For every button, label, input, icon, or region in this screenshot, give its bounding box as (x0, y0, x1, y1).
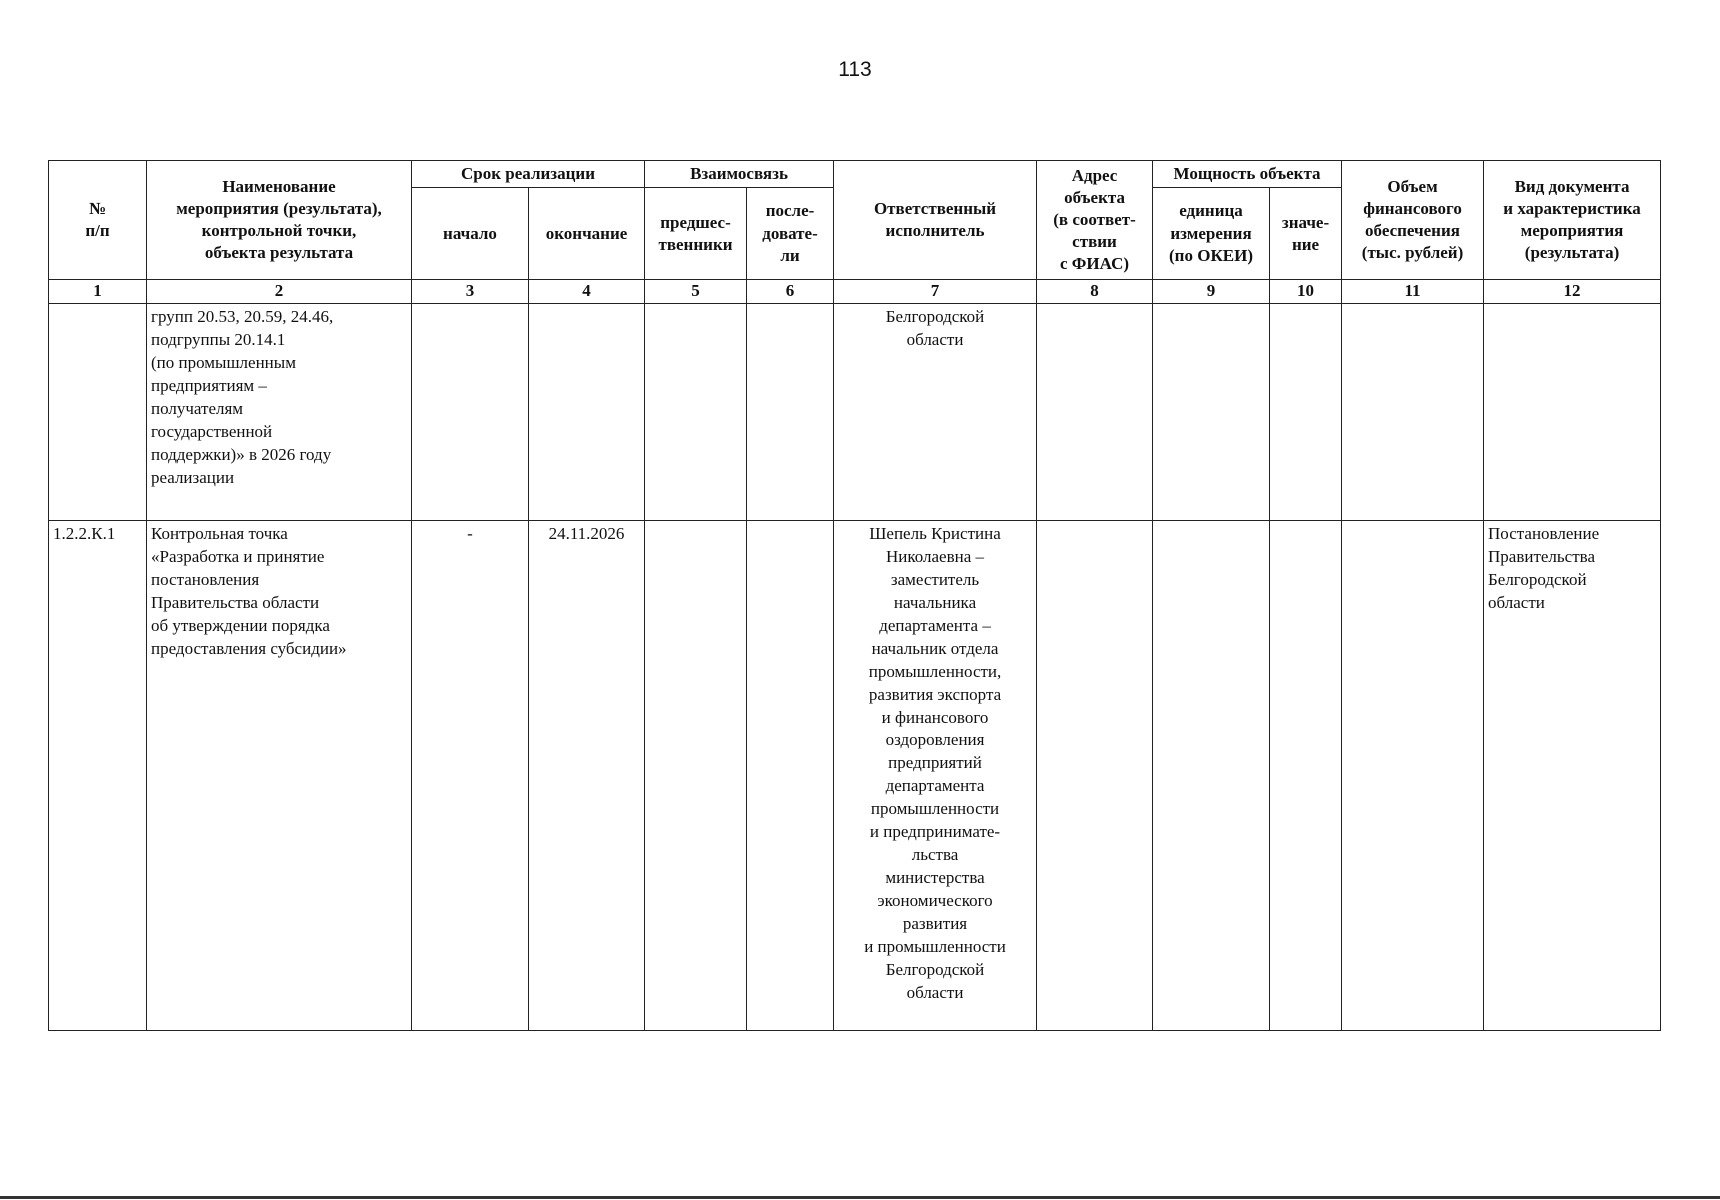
cell-responsible: Белгородской области (834, 304, 1037, 521)
column-number: 3 (412, 280, 529, 304)
column-number: 5 (645, 280, 747, 304)
header-group-term: Срок реализации (412, 161, 645, 188)
header-address: Адрес объекта (в соответ- ствии с ФИАС) (1037, 161, 1153, 280)
header-predecessors: предшес- твенники (645, 188, 747, 280)
column-number: 2 (147, 280, 412, 304)
cell-start: - (412, 521, 529, 1031)
cell-unit (1153, 304, 1270, 521)
column-number: 8 (1037, 280, 1153, 304)
header-group-capacity: Мощность объекта (1153, 161, 1342, 188)
cell-document (1484, 304, 1661, 521)
column-number: 4 (529, 280, 645, 304)
cell-successors (747, 521, 834, 1031)
column-number: 11 (1342, 280, 1484, 304)
cell-funding (1342, 304, 1484, 521)
table-row (49, 304, 1661, 521)
header-value: значе- ние (1270, 188, 1342, 280)
header-funding: Объем финансового обеспечения (тыс. рублей) (1342, 161, 1484, 280)
column-number: 7 (834, 280, 1037, 304)
header-document: Вид документа и характеристика мероприятия (результата) (1484, 161, 1661, 280)
table-header (49, 161, 1661, 280)
cell-end: 24.11.2026 (529, 521, 645, 1031)
header-name: Наименование мероприятия (результата), контрольной точки, объекта результата (147, 161, 412, 280)
cell-address (1037, 304, 1153, 521)
scan-edge-line (0, 1196, 1720, 1199)
cell-address (1037, 521, 1153, 1031)
cell-end (529, 304, 645, 521)
header-end: окончание (529, 188, 645, 280)
cell-successors (747, 304, 834, 521)
cell-start (412, 304, 529, 521)
column-number: 6 (747, 280, 834, 304)
cell-responsible: Шепель Кристина Николаевна – заместитель начальника департамента – начальник отдела промышленности, развития экспорта и финансового оздоровления предприятий департамента промышленности и предпринимате- льства министерства экономического развития и промышленности Белгородской области (834, 521, 1037, 1031)
cell-document: Постановление Правительства Белгородской области (1484, 521, 1661, 1031)
header-successors: после- довате- ли (747, 188, 834, 280)
cell-value (1270, 521, 1342, 1031)
header-unit: единица измерения (по ОКЕИ) (1153, 188, 1270, 280)
header-group-link: Взаимосвязь (645, 161, 834, 188)
column-number: 9 (1153, 280, 1270, 304)
cell-value (1270, 304, 1342, 521)
cell-predecessors (645, 304, 747, 521)
cell-number (49, 304, 147, 521)
column-number: 1 (49, 280, 147, 304)
plan-table (48, 160, 1661, 1031)
cell-name: групп 20.53, 20.59, 24.46, подгруппы 20.14.1 (по промышленным предприятиям – получателям государственной поддержки)» в 2026 году реализации (147, 304, 412, 521)
column-number: 12 (1484, 280, 1661, 304)
cell-predecessors (645, 521, 747, 1031)
header-responsible: Ответственный исполнитель (834, 161, 1037, 280)
column-numbers-row (49, 280, 1661, 304)
header-start: начало (412, 188, 529, 280)
cell-funding (1342, 521, 1484, 1031)
cell-unit (1153, 521, 1270, 1031)
table-row (49, 521, 1661, 1031)
page-number: 113 (838, 58, 872, 81)
header-number: № п/п (49, 161, 147, 280)
cell-name: Контрольная точка «Разработка и принятие постановления Правительства области об утверждении порядка предоставления субсидии» (147, 521, 412, 1031)
column-number: 10 (1270, 280, 1342, 304)
cell-number: 1.2.2.К.1 (49, 521, 147, 1031)
